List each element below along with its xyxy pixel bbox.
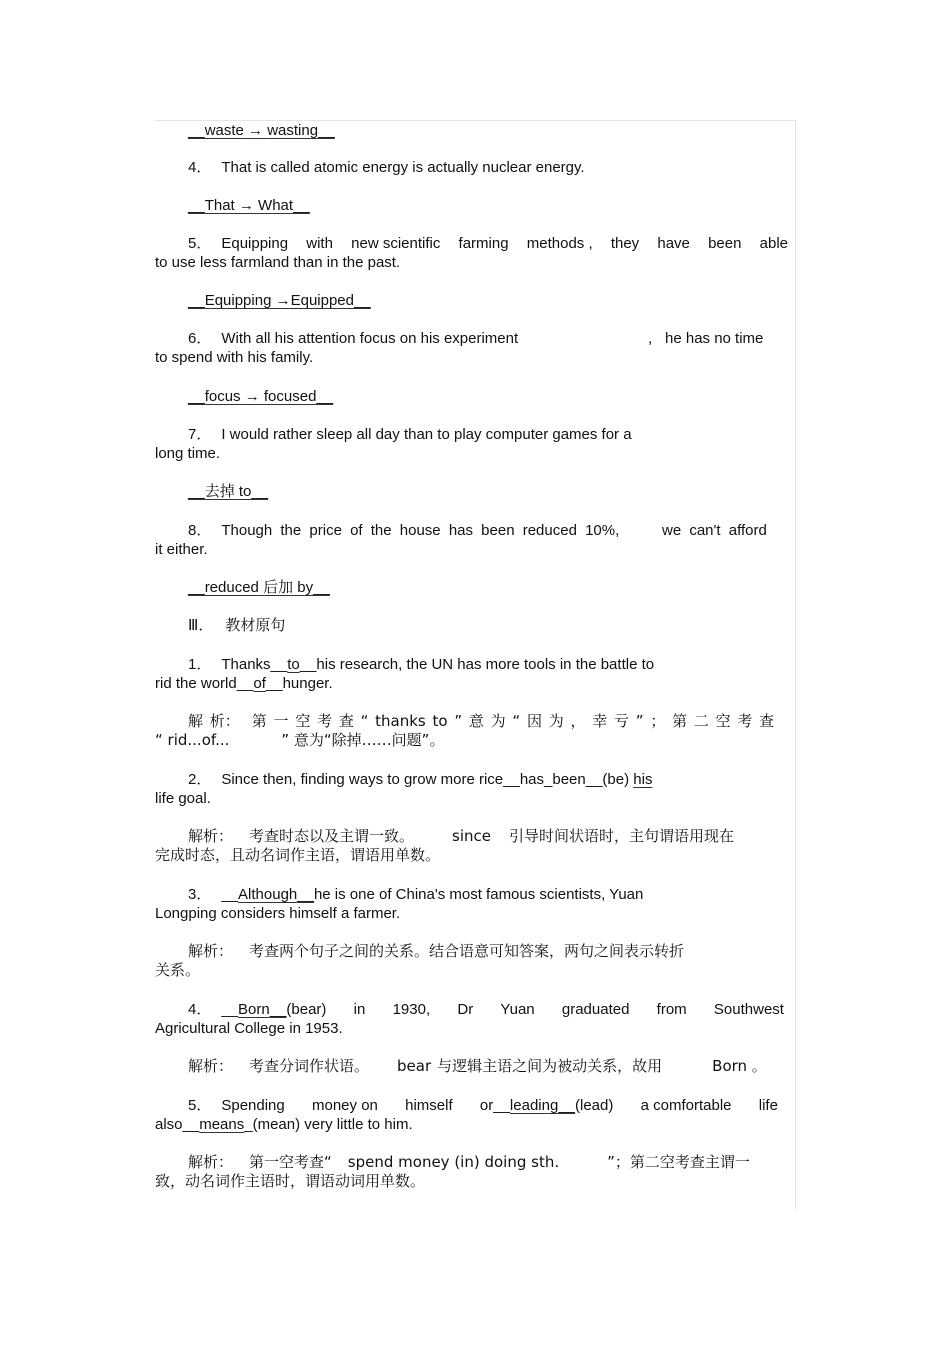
original-sentence: 3． __Although__he is one of China's most famous scientists, Yuan — [188, 886, 644, 903]
answer-wrong-word: waste — [204, 122, 244, 139]
analysis-note: 解 析： 第 一 空 考 查 “ thanks to ” 意 为 “ 因 为 ， 幸 亏 ” ； 第 二 空 考 查 — [188, 712, 775, 730]
answer-line: __Equipping →Equipped__ — [188, 292, 371, 309]
question-line-2: to spend with his family. — [155, 349, 314, 366]
original-sentence: 2． Since then, finding ways to grow more rice__has_been__(be) his — [188, 771, 653, 788]
question-line-2: it either. — [155, 541, 208, 558]
answer-line: __去掉 to__ — [188, 482, 269, 500]
analysis-note-2: 关系。 — [155, 961, 201, 979]
original-sentence: 1． Thanks__to__his research, the UN has more tools in the battle to — [188, 656, 655, 673]
analysis-note-2: 完成时态，且动名词作主语，谓语用单数。 — [155, 846, 441, 864]
analysis-note-2: “ rid...of... ” 意为“除掉……问题”。 — [155, 731, 445, 749]
question-line: 6． With all his attention focus on his experiment — [188, 330, 519, 347]
original-sentence: 5． Spending money on himself or__leading__(lead) a comfortable life — [188, 1097, 778, 1114]
question-line: 7． I would rather sleep all day than to play computer games for a — [188, 426, 632, 443]
original-sentence-2: Agricultural College in 1953. — [155, 1020, 343, 1037]
question-line: 8． Though the price of the house has been reduced 10%, — [188, 522, 620, 539]
analysis-note-2: 致，动名词作主语时，谓语动词用单数。 — [155, 1172, 426, 1190]
question-line: 4． That is called atomic energy is actually nuclear energy. — [188, 159, 585, 176]
arrow-icon: → — [248, 122, 264, 139]
question-line: 5． Equipping with new scientific farming methods , they have been able — [188, 235, 788, 252]
answer-line: __waste → wasting__ — [188, 122, 335, 139]
original-sentence-2: also__means_(mean) very little to him. — [155, 1116, 413, 1133]
original-sentence-2: life goal. — [155, 790, 211, 807]
section-heading: Ⅲ． 教材原句 — [188, 616, 286, 634]
arrow-icon: → — [244, 388, 260, 405]
question-line-2: long time. — [155, 445, 221, 462]
arrow-icon: → — [238, 197, 254, 214]
question-line-2: to use less farmland than in the past. — [155, 254, 401, 271]
answer-line: __reduced 后加 by__ — [188, 578, 330, 596]
analysis-note: 解析： 第一空考查“ spend money (in) doing sth. ”；第二空考查主谓一 — [188, 1153, 750, 1171]
document-page: __waste → wasting__ 4． That is called atomic energy is actually nuclear energy. __That → What__ 5． Equipping with new scientific farming methods , they have been able to use less farmland than in the past. __Equipping →Equipped__ 6． With all his attention focus on his experiment , he has no time to spend with his family. __focus → focused__ 7． I would rather sleep all day than to play computer games for a long time. __去掉 to__ 8． Though the price of the house has been reduced 10%, we can't afford it either. __reduced 后加 by__ Ⅲ． 教材原句 1． Thanks__to__his research, the UN has more tools in the battle to rid the world__of__hunger. 解 析： 第 一 空 考 查 “ thanks to ” 意 为 “ 因 为 ， 幸 亏 ” ； 第 二 空 考 查 “ rid...of... ” 意为“除掉……问题”。 2． Since then, finding ways to grow more rice__has_been__(be) his life goal. 解析： 考查时态以及主谓一致。 since 引导时间状语时，主句谓语用现在 完成时态，且动名词作主语，谓语用单数。 3． __Although__he is one of China's most famous scientists, Yuan Longping considers himself a farmer. 解析： 考查两个句子之间的关系。结合语意可知答案，两句之间表示转折 关系。 4． __Born__(bear) in 1930, Dr Yuan graduated from Southwest Agricultural College in 1953. 解析： 考查分词作状语。 bear 与逻辑主语之间为被动关系，故用 Born 。 5． Spending money on himself or__leading__(lead) a comfortable life also__means_(mean) very little to him. 解析： 第一空考查“ spend money (in) doing sth. ”；第二空考查主谓一 致，动名词作主语时，谓语动词用单数。 — [155, 120, 796, 1209]
answer-correct-word: wasting — [267, 122, 319, 139]
analysis-note: 解析： 考查分词作状语。 bear 与逻辑主语之间为被动关系，故用 Born 。 — [188, 1057, 767, 1075]
answer-line: __focus → focused__ — [188, 388, 334, 405]
analysis-note: 解析： 考查时态以及主谓一致。 since 引导时间状语时，主句谓语用现在 — [188, 827, 735, 845]
original-sentence: 4． __Born__(bear) in 1930, Dr Yuan graduated from Southwest — [188, 1001, 784, 1018]
analysis-note: 解析： 考查两个句子之间的关系。结合语意可知答案，两句之间表示转折 — [188, 942, 685, 960]
original-sentence-2: Longping considers himself a farmer. — [155, 905, 401, 922]
arrow-icon: → — [275, 292, 291, 309]
original-sentence-2: rid the world__of__hunger. — [155, 675, 333, 692]
answer-line: __That → What__ — [188, 197, 310, 214]
